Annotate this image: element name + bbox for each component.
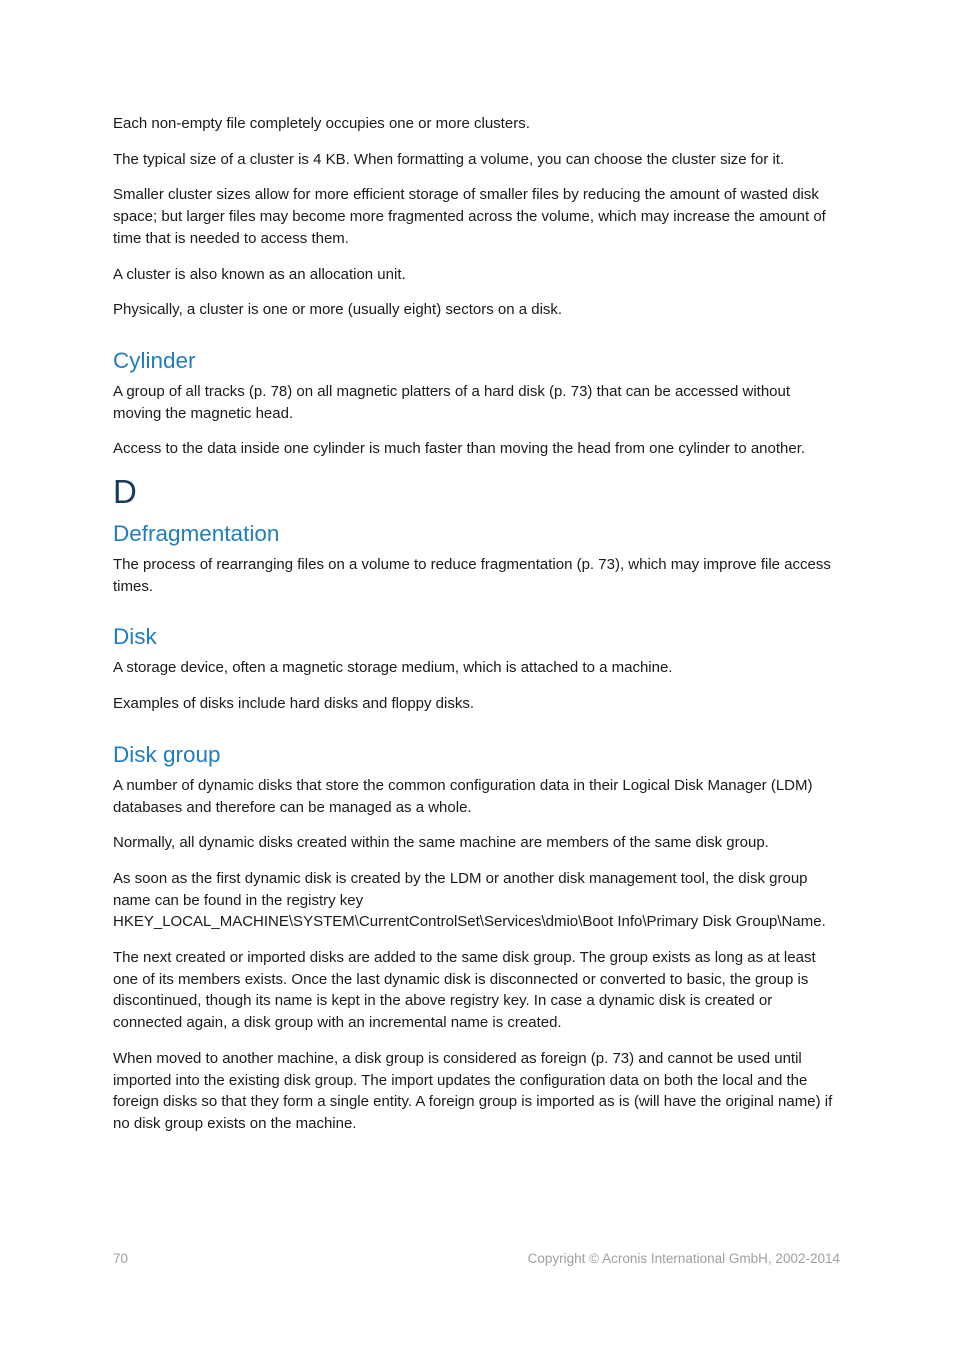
cluster-para-1: Each non-empty file completely occupies one or more clusters. [113,115,530,132]
disk-group-para-1: A number of dynamic disks that store the common configuration data in their Logical Disk Manager (LDM) databases and therefore can be managed as a whole. [113,776,813,816]
cluster-para-5: Physically, a cluster is one or more (usually eight) sectors on a disk. [113,301,563,319]
disk-group-para-4: The next created or imported disks are added to the same disk group. The group exists as long as at least one of its members exists. Once the last dynamic disk is disconnected or converted to basic, the group is discontinued, though its name is kept in the above registry key. In case a dynamic disk is created or connected again, a disk group with an incremental name is created. [113,949,816,1032]
defragmentation-para-1: The process of rearranging files on a volume to reduce fragmentation (p. 73), which may improve file access times. [113,556,831,595]
document-body [113,113,840,1149]
defragmentation-heading: Defragmentation [113,521,280,547]
cylinder-heading: Cylinder [113,347,196,373]
disk-para-2: Examples of disks include hard disks and floppy disks. [113,695,475,713]
disk-group-para-3: As soon as the first dynamic disk is created by the LDM or another disk management tool, the disk group name can be found in the registry key HKEY_LOCAL_MACHINE\SYSTEM\CurrentControlSet\Services\dmio\Boot Info\Primary Disk Group\Name. [113,869,826,931]
letter-d-heading: D [113,473,137,511]
copyright-notice: Copyright © Acronis International GmbH, 2002-2014 [527,1251,840,1266]
cluster-para-4: A cluster is also known as an allocation unit. [113,265,406,283]
disk-group-heading: Disk group [113,741,221,767]
cylinder-para-1: A group of all tracks (p. 78) on all magnetic platters of a hard disk (p. 73) that can be accessed without moving the magnetic head. [113,382,791,422]
page-number: 70 [113,1251,129,1266]
disk-heading: Disk [113,624,157,650]
disk-group-para-2: Normally, all dynamic disks created within the same machine are members of the same disk group. [113,834,769,852]
disk-para-1: A storage device, often a magnetic storage medium, which is attached to a machine. [113,659,673,677]
disk-group-para-5: When moved to another machine, a disk group is considered as foreign (p. 73) and cannot be used until imported into the existing disk group. The import updates the configuration data on both the local and the foreign disks so that they form a single entity. A foreign group is imported as is (will have the original name) if no disk group exists on the machine. [113,1049,833,1132]
cluster-para-3: Smaller cluster sizes allow for more efficient storage of smaller files by reducing the amount of wasted disk space; but larger files may become more fragmented across the volume, which may increase the amount of time that is needed to access them. [113,186,826,247]
cylinder-para-2: Access to the data inside one cylinder is much faster than moving the head from one cylinder to another. [113,440,806,458]
cluster-para-2: The typical size of a cluster is 4 KB. When formatting a volume, you can choose the cluster size for it. [113,150,785,168]
